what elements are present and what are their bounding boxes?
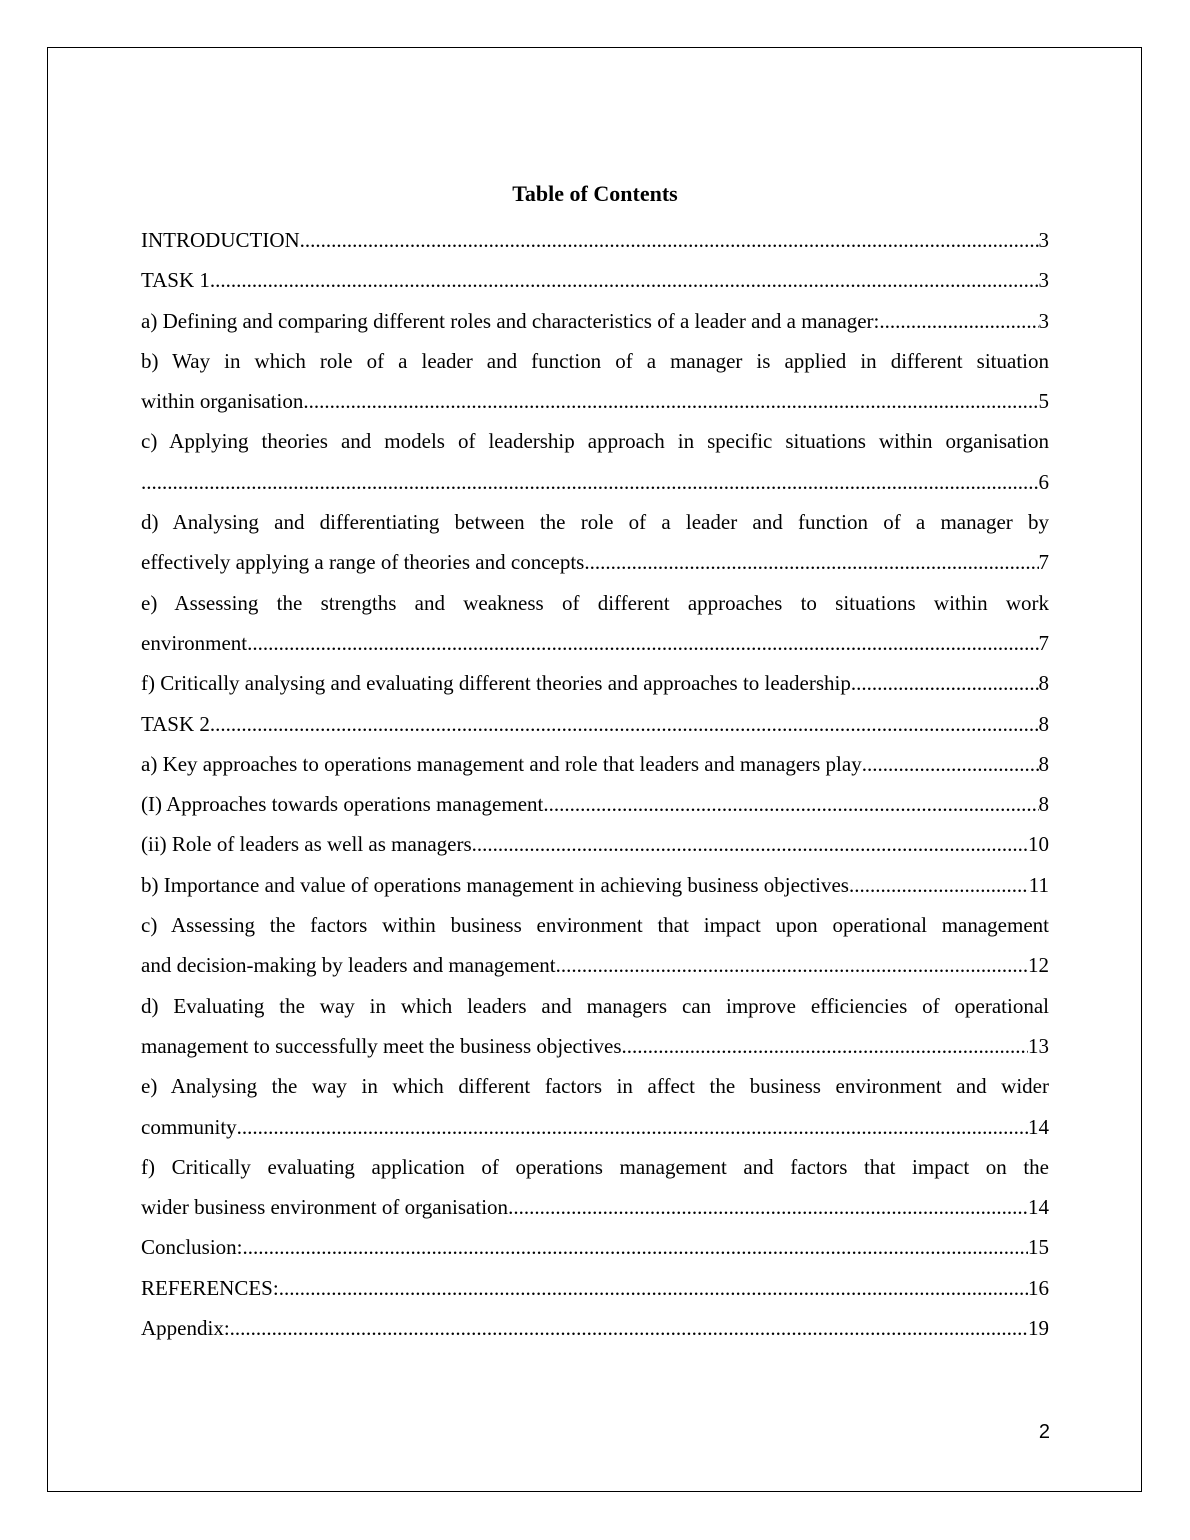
toc-entry-task-2[interactable] (141, 704, 1049, 744)
toc-entry-text: effectively applying a range of theories and concepts (141, 550, 585, 575)
toc-entry-task-2a[interactable] (141, 744, 1049, 784)
toc-entry-text: community (141, 1114, 237, 1139)
toc-entry-text: TASK 1 (141, 268, 210, 293)
toc-entry-text: a) Key approaches to operations management and role that leaders and managers play (141, 751, 862, 776)
toc-entry-task-2a-i[interactable] (141, 784, 1049, 824)
toc-leader-dots (543, 784, 1038, 824)
toc-entry-text: management to successfully meet the business objectives (141, 1033, 622, 1058)
toc-entry-page: 19 (1028, 1316, 1049, 1341)
toc-entry-text: Conclusion: (141, 1235, 243, 1260)
toc-entry-task-2a-ii[interactable] (141, 824, 1049, 864)
toc-entry-text-line1: b) Way in which role of a leader and function of a manager is applied in different situation (141, 348, 1049, 373)
toc-entry-page: 7 (1038, 550, 1049, 575)
toc-entry-text: wider business environment of organisation (141, 1195, 509, 1220)
toc-entry-page: 10 (1028, 832, 1049, 857)
toc-entry-task-1c[interactable] (141, 421, 1049, 502)
toc-entry-task-2b[interactable] (141, 865, 1049, 905)
toc-entry-task-1f[interactable] (141, 663, 1049, 703)
toc-entry-page: 8 (1038, 671, 1049, 696)
toc-leader-dots (210, 260, 1039, 300)
toc-leader-dots (303, 381, 1038, 421)
toc-entry-text-line1: e) Assessing the strengths and weakness of different approaches to situations within work (141, 590, 1049, 615)
toc-entry-page: 12 (1028, 953, 1049, 978)
toc-entry-page: 13 (1028, 1033, 1049, 1058)
toc-leader-dots (247, 623, 1038, 663)
toc-entry-page: 16 (1028, 1275, 1049, 1300)
toc-entry-page: 3 (1038, 228, 1049, 252)
toc-leader-dots (584, 542, 1038, 582)
toc-entry-text: within organisation (141, 389, 304, 414)
toc-entry-page: 7 (1038, 630, 1049, 655)
toc-entry-task-2f[interactable] (141, 1147, 1049, 1228)
toc-leader-dots (243, 1227, 1028, 1267)
toc-entry-page: 11 (1028, 872, 1049, 897)
toc-entry-text: (I) Approaches towards operations management (141, 792, 544, 817)
toc-entry-page: 5 (1038, 389, 1049, 414)
toc-entry-appendix[interactable] (141, 1308, 1049, 1348)
toc-entry-conclusion[interactable] (141, 1227, 1049, 1267)
toc-leader-dots (237, 1107, 1028, 1147)
toc-entry-text-line1: c) Assessing the factors within business environment that impact upon operational management (141, 913, 1049, 938)
toc-entry-task-2e[interactable] (141, 1066, 1049, 1147)
toc-entry-page: 3 (1038, 308, 1049, 333)
toc-leader-dots (879, 301, 1038, 341)
toc-leader-dots (230, 1308, 1028, 1348)
toc-leader-dots (210, 704, 1039, 744)
toc-entry-task-1d[interactable] (141, 502, 1049, 583)
toc-leader-dots (622, 1026, 1028, 1066)
toc-entry-text: INTRODUCTION (141, 228, 300, 252)
toc-entry-text-line1: d) Evaluating the way in which leaders and managers can improve efficiencies of operational (141, 993, 1049, 1018)
toc-entry-page: 6 (1038, 469, 1049, 494)
toc-leader-dots (141, 462, 1039, 502)
toc-entry-text-line1: f) Critically evaluating application of operations management and factors that impact on the (141, 1154, 1049, 1179)
toc-entry-page: 3 (1038, 268, 1049, 293)
toc-entry-references[interactable] (141, 1268, 1049, 1308)
toc-entry-page: 8 (1038, 711, 1049, 736)
toc-entry-text: TASK 2 (141, 711, 210, 736)
toc-leader-dots (279, 1268, 1028, 1308)
toc-entry-task-1a[interactable] (141, 301, 1049, 341)
toc-leader-dots (862, 744, 1039, 784)
toc-entry-text: f) Critically analysing and evaluating different theories and approaches to leadership (141, 671, 851, 696)
toc-leader-dots (851, 663, 1039, 703)
toc-entry-task-2c[interactable] (141, 905, 1049, 986)
toc-entry-page: 8 (1038, 751, 1049, 776)
page-number: 2 (1038, 1421, 1050, 1443)
toc-leader-dots (849, 865, 1029, 905)
toc-entry-text-line1: c) Applying theories and models of leadership approach in specific situations within organisation (141, 429, 1049, 454)
toc-entry-page: 14 (1028, 1114, 1049, 1139)
toc-entry-text: a) Defining and comparing different roles and characteristics of a leader and a manager: (141, 308, 880, 333)
toc-entry-text: and decision-making by leaders and management (141, 953, 556, 978)
toc-entry-task-1b[interactable] (141, 341, 1049, 422)
toc-title: Table of Contents (512, 181, 678, 206)
toc-leader-dots (472, 824, 1028, 864)
toc-entry-introduction[interactable] (141, 220, 1049, 260)
toc-leader-dots (300, 220, 1039, 260)
toc-entry-text: b) Importance and value of operations management in achieving business objectives (141, 872, 849, 897)
toc-entry-text-line1: d) Analysing and differentiating between the role of a leader and function of a manager by (141, 510, 1049, 535)
table-of-contents (141, 180, 1049, 1348)
toc-entry-page: 8 (1038, 792, 1049, 817)
toc-entry-task-1e[interactable] (141, 583, 1049, 664)
toc-entry-text: (ii) Role of leaders as well as managers (141, 832, 472, 857)
toc-entry-task-1[interactable] (141, 260, 1049, 300)
toc-entry-text: Appendix: (141, 1316, 230, 1341)
toc-leader-dots (508, 1187, 1028, 1227)
toc-entry-text: REFERENCES: (141, 1275, 279, 1300)
toc-entry-page: 15 (1028, 1235, 1049, 1260)
toc-entry-text-line1: e) Analysing the way in which different factors in affect the business environment and wider (141, 1074, 1049, 1099)
toc-entry-page: 14 (1028, 1195, 1049, 1220)
toc-entry-task-2d[interactable] (141, 986, 1049, 1067)
toc-leader-dots (556, 945, 1028, 985)
toc-entry-text: environment (141, 630, 248, 655)
